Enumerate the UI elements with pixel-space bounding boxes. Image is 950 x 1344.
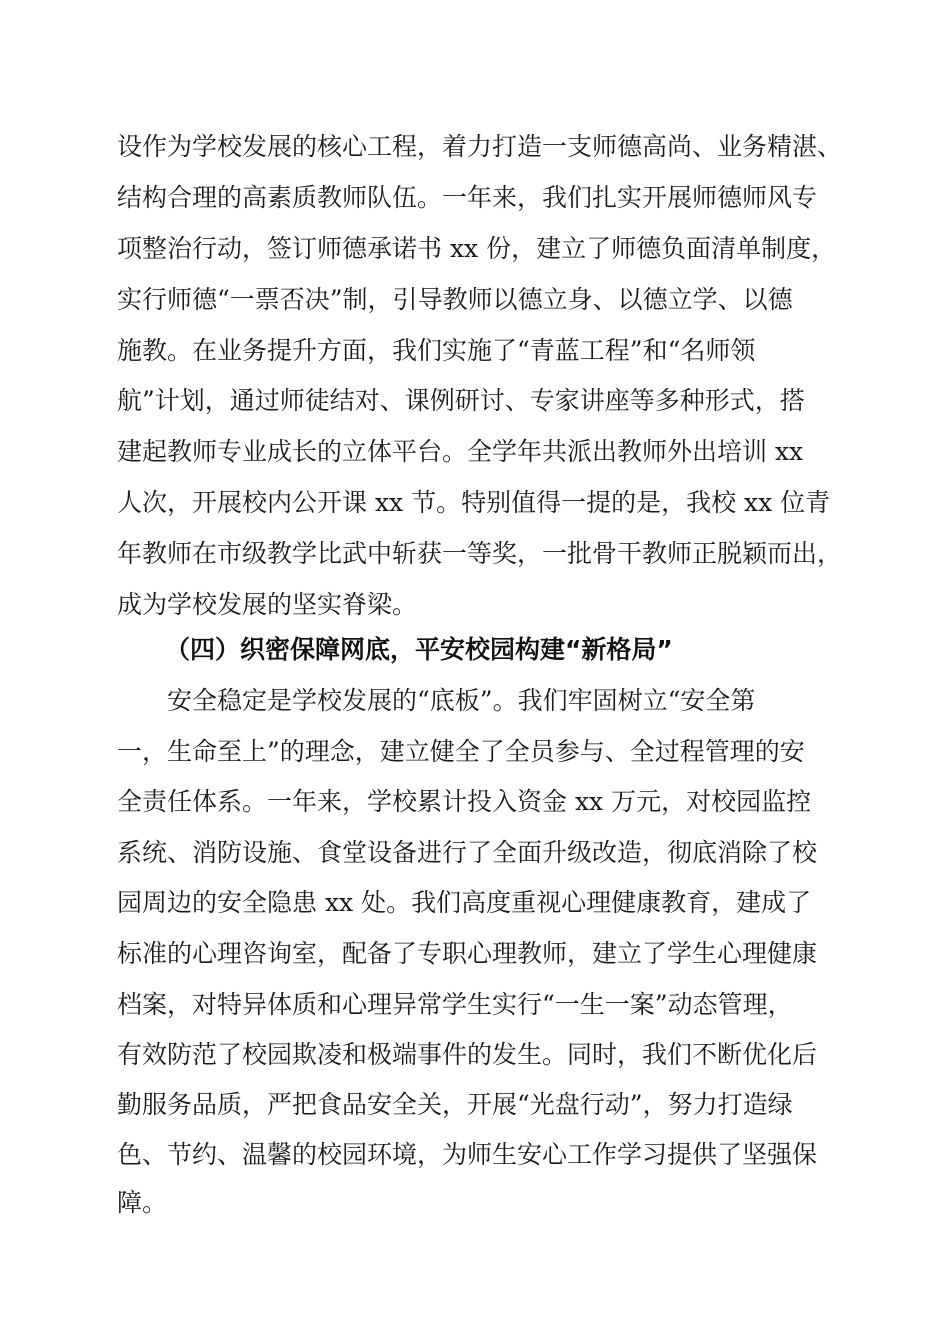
paragraph-1-line: 实行师德“一票否决”制，引导教师以德立身、以德立学、以德: [117, 285, 793, 314]
paragraph-1-line: 人次，开展校内公开课 xx 节。特别值得一提的是，我校 xx 位青: [117, 488, 831, 517]
paragraph-2-line: 标准的心理咨询室，配备了专职心理教师，建立了学生心理健康: [117, 939, 818, 968]
paragraph-2-line: 全责任体系。一年来，学校累计投入资金 xx 万元，对校园监控: [117, 787, 812, 816]
paragraph-1-line: 项整治行动，签订师德承诺书 xx 份，建立了师德负面清单制度，: [117, 234, 837, 263]
section-heading: （四）织密保障网底，平安校园构建“新格局”: [165, 635, 673, 664]
paragraph-2-line: 安全稳定是学校发展的“底板”。我们牢固树立“安全第: [167, 686, 756, 715]
paragraph-2-line: 障。: [117, 1188, 168, 1217]
paragraph-2-line: 有效防范了校园欺凌和极端事件的发生。同时，我们不断优化后: [117, 1040, 818, 1069]
paragraph-1-line: 设作为学校发展的核心工程，着力打造一支师德高尚、业务精湛、: [117, 132, 843, 161]
paragraph-2-line: 系统、消防设施、食堂设备进行了全面升级改造，彻底消除了校: [117, 838, 818, 867]
paragraph-1-line: 成为学校发展的坚实脊梁。: [117, 590, 418, 619]
paragraph-1-line: 结构合理的高素质教师队伍。一年来，我们扎实开展师德师风专: [117, 183, 818, 212]
paragraph-1-line: 施教。在业务提升方面，我们实施了“青蓝工程”和“名师领: [117, 336, 756, 365]
paragraph-2-line: 色、节约、温馨的校园环境，为师生安心工作学习提供了坚强保: [117, 1140, 818, 1169]
paragraph-1-line: 年教师在市级教学比武中斩获一等奖，一批骨干教师正脱颖而出，: [117, 539, 843, 568]
paragraph-1-line: 建起教师专业成长的立体平台。全学年共派出教师外出培训 xx: [117, 437, 804, 466]
paragraph-2-line: 勤服务品质，严把食品安全关，开展“光盘行动”，努力打造绿: [117, 1090, 793, 1119]
paragraph-2-line: 一，生命至上”的理念，建立健全了全员参与、全过程管理的安: [117, 737, 805, 766]
paragraph-2-line: 园周边的安全隐患 xx 处。我们高度重视心理健康教育，建成了: [117, 888, 812, 917]
paragraph-2-line: 档案，对特异体质和心理异常学生实行“一生一案”动态管理，: [117, 990, 793, 1019]
paragraph-1-line: 航”计划，通过师徒结对、课例研讨、专家讲座等多种形式，搭: [117, 386, 805, 415]
